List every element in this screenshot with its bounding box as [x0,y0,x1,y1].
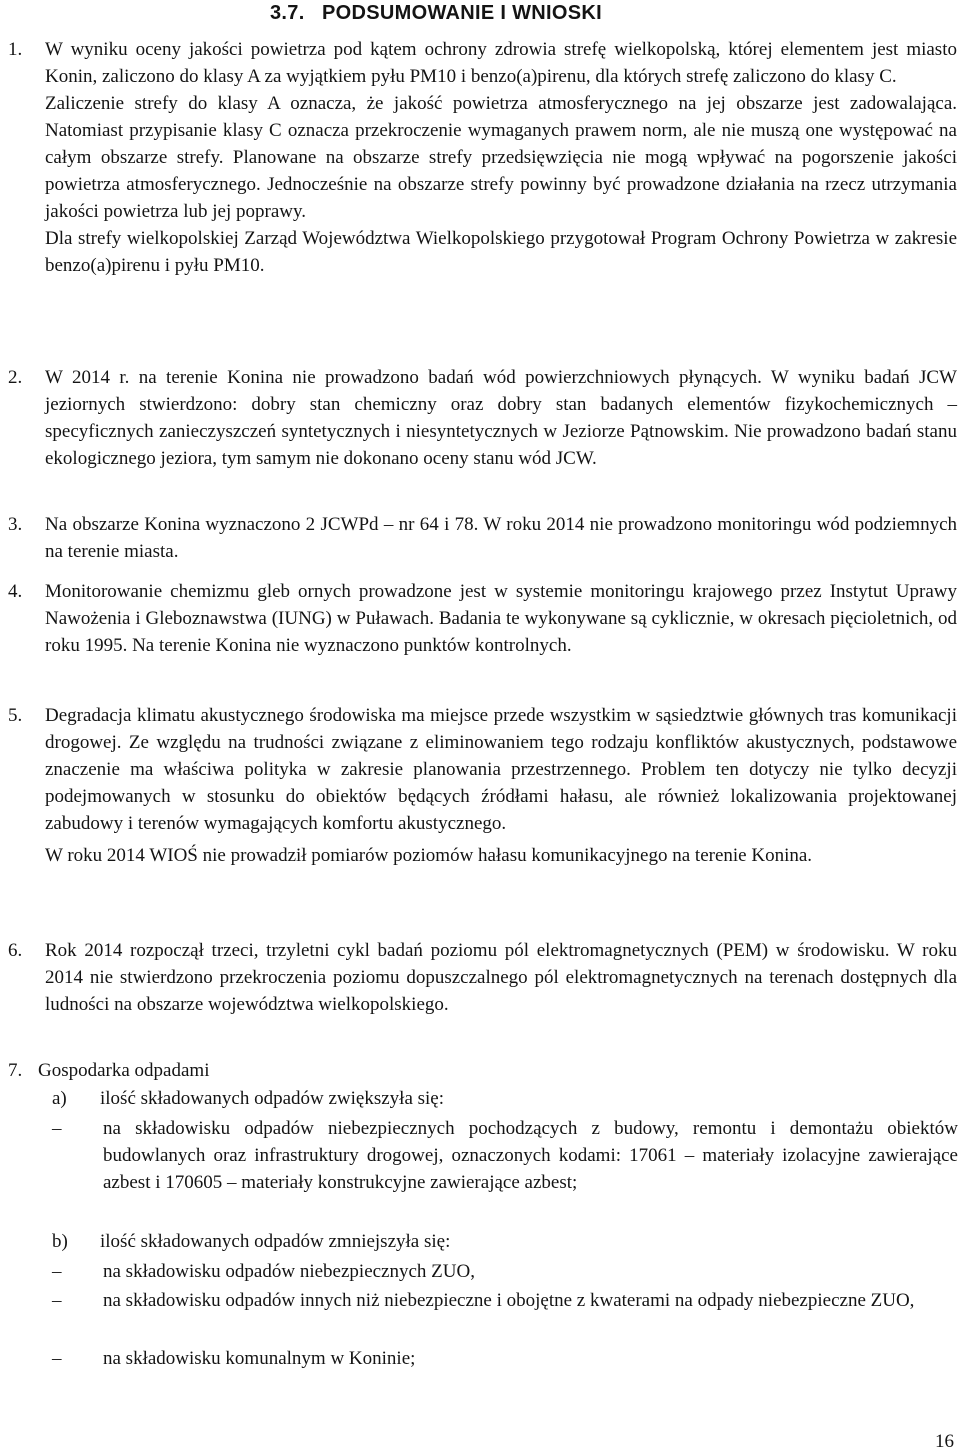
item-number: 6. [8,940,23,961]
item-title: Gospodarka odpadami [38,1060,210,1081]
bullet-text: na składowisku odpadów niebezpiecznych pochodzących z budowy, remontu i demontażu obiektów budowlanych oraz infrastruktury drogowej, oznaczonych kodami: 17061 – materiały izolacyjne zawierające azbest i 170605 – materiały konstrukcyjne zawierające azbest; [103,1118,958,1193]
bullet-text: na składowisku odpadów niebezpiecznych ZUO, [103,1261,475,1282]
page-number: 16 [935,1431,954,1452]
dash-bullet: – [52,1261,62,1282]
paragraph: Degradacja klimatu akustycznego środowiska ma miejsce przede wszystkim w sąsiedztwie głównych tras komunikacji drogowej. Ze względu na trudności związane z eliminowaniem tego rodzaju konfliktów akustycznych, podstawowe znaczenie ma właściwa polityka w zakresie planowania przestrzennego. Problem ten dotyczy nie tylko decyzji podejmowanych w stosunku do obiektów będących źródłami hałasu, ale również lokalizowania projektowanej zabudowy i terenów wymagających komfortu akustycznego. [45,705,957,834]
dash-bullet: – [52,1118,62,1139]
sublist-text: ilość składowanych odpadów zmniejszyła się: [100,1231,451,1252]
item-number: 5. [8,705,23,726]
section-heading [270,0,602,26]
item-number: 2. [8,367,23,388]
paragraph: W roku 2014 WIOŚ nie prowadził pomiarów poziomów hałasu komunikacyjnego na terenie Konina. [45,845,813,866]
sublist-label: a) [52,1088,67,1109]
bullet-text: na składowisku odpadów innych niż niebezpieczne i obojętne z kwaterami na odpady niebezpieczne ZUO, [103,1290,915,1311]
sublist-text: ilość składowanych odpadów zwiększyła się: [100,1088,445,1109]
item-number: 7. [8,1060,23,1081]
dash-bullet: – [52,1290,62,1311]
bullet-text: na składowisku komunalnym w Koninie; [103,1348,416,1369]
paragraph: Zaliczenie strefy do klasy A oznacza, że jakość powietrza atmosferycznego na jej obszarze jest zadowalająca. Natomiast przypisanie klasy C oznacza przekroczenie wymaganych prawem norm, ale nie muszą one występować na całym obszarze strefy. Planowane na obszarze strefy przedsięwzięcia nie mogą wpływać na pogorszenie jakości powietrza atmosferycznego. Jednocześnie na obszarze strefy powinny być prowadzone działania na rzecz utrzymania jakości powietrza lub jej poprawy. [45,93,957,222]
section-number: 3.7. [270,2,305,24]
sublist-label: b) [52,1231,68,1252]
paragraph: W wyniku oceny jakości powietrza pod kątem ochrony zdrowia strefę wielkopolską, której elementem jest miasto Konin, zaliczono do klasy A za wyjątkiem pyłu PM10 i benzo(a)pirenu, dla których strefę zaliczono do klasy C. [45,39,957,87]
paragraph: Na obszarze Konina wyznaczono 2 JCWPd – nr 64 i 78. W roku 2014 nie prowadzono monitoringu wód podziemnych na terenie miasta. [45,514,957,562]
paragraph: Rok 2014 rozpoczął trzeci, trzyletni cykl badań poziomu pól elektromagnetycznych (PEM) w środowisku. W roku 2014 nie stwierdzono przekroczenia poziomu dopuszczalnego pól elektromagnetycznych na terenach dostępnych dla ludności na obszarze województwa wielkopolskiego. [45,940,957,1015]
dash-bullet: – [52,1348,62,1369]
item-number: 4. [8,581,23,602]
item-number: 1. [8,39,23,60]
paragraph: W 2014 r. na terenie Konina nie prowadzono badań wód powierzchniowych płynących. W wyniku badań JCW jeziornych stwierdzono: dobry stan chemiczny oraz dobry stan badanych elementów fizykochemicznych – specyficznych zanieczyszczeń syntetycznych i niesyntetycznych w Jeziorze Pątnowskim. Nie prowadzono badań stanu ekologicznego jeziora, tym samym nie dokonano oceny stanu wód JCW. [45,367,957,469]
paragraph: Monitorowanie chemizmu gleb ornych prowadzone jest w systemie monitoringu krajowego przez Instytut Uprawy Nawożenia i Gleboznawstwa (IUNG) w Puławach. Badania te wykonywane są cyklicznie, w okresach pięcioletnich, od roku 1995. Na terenie Konina nie wyznaczono punktów kontrolnych. [45,581,957,656]
paragraph: Dla strefy wielkopolskiej Zarząd Województwa Wielkopolskiego przygotował Program Ochrony Powietrza w zakresie benzo(a)pirenu i pyłu PM10. [45,228,957,276]
section-title: PODSUMOWANIE I WNIOSKI [322,2,602,24]
item-number: 3. [8,514,23,535]
